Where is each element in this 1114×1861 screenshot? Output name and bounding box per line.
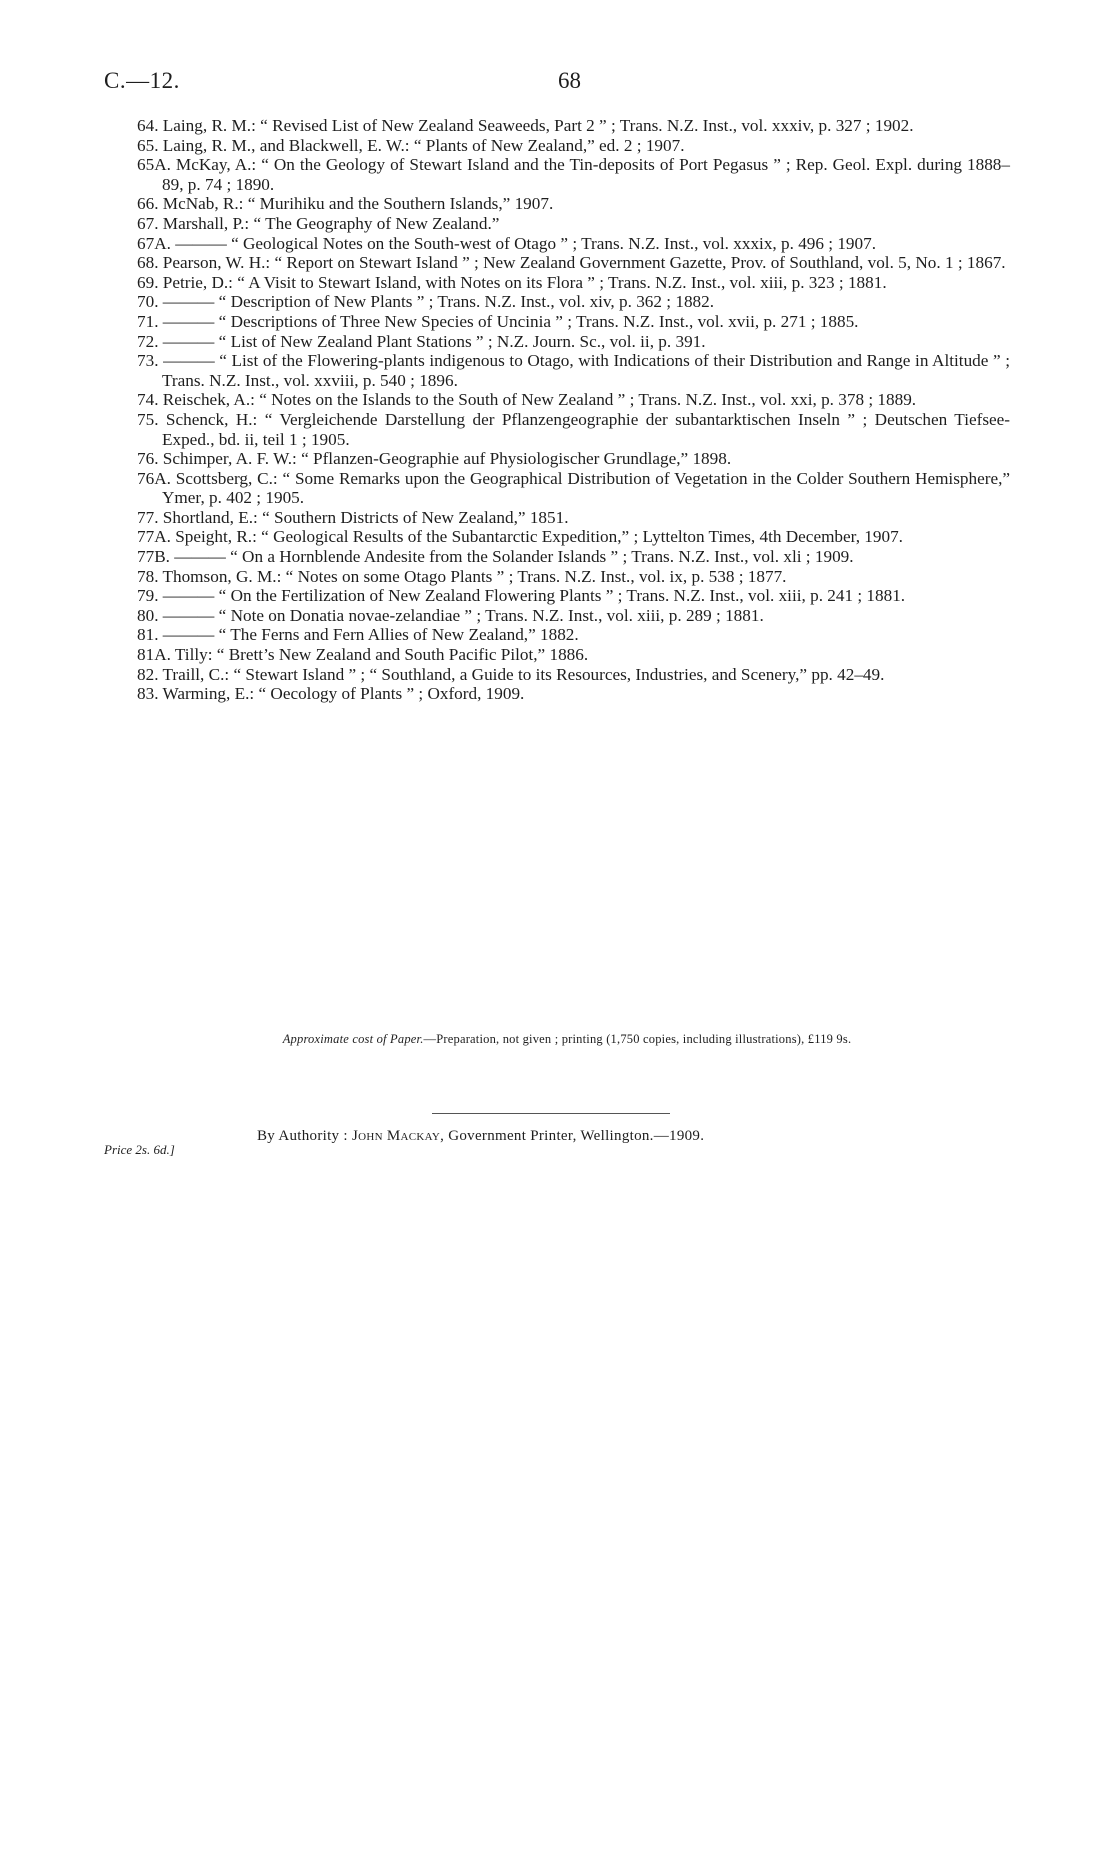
reference-number: 66. bbox=[137, 194, 159, 214]
reference-entry bbox=[137, 469, 1010, 508]
reference-text: ——— “ Note on Donatia novae-zelandiae ” ; Trans. N.Z. Inst., vol. xiii, p. 289 ; 1881. bbox=[162, 605, 764, 625]
reference-text: Traill, C.: “ Stewart Island ” ; “ Southland, a Guide to its Resources, Industries, and Scenery,” pp. 42–49. bbox=[162, 664, 885, 684]
reference-number: 67A. bbox=[137, 233, 171, 253]
reference-entry bbox=[137, 194, 1010, 214]
reference-entry bbox=[137, 527, 1010, 547]
reference-entry bbox=[137, 292, 1010, 312]
reference-text: Tilly: “ Brett’s New Zealand and South Pacific Pilot,” 1886. bbox=[174, 645, 589, 665]
reference-text: ——— “ List of New Zealand Plant Stations ” ; N.Z. Journ. Sc., vol. ii, p. 391. bbox=[162, 331, 706, 351]
reference-entry bbox=[137, 410, 1010, 449]
reference-number: 81A. bbox=[137, 645, 171, 665]
reference-text: ——— “ The Ferns and Fern Allies of New Zealand,” 1882. bbox=[162, 625, 579, 645]
reference-number: 77. bbox=[137, 507, 159, 527]
reference-entry bbox=[137, 253, 1010, 273]
reference-text: ——— “ On a Hornblende Andesite from the Solander Islands ” ; Trans. N.Z. Inst., vol. xli ; 1909. bbox=[174, 547, 854, 567]
reference-entry bbox=[137, 351, 1010, 390]
reference-number: 82. bbox=[137, 664, 159, 684]
reference-text: Scottsberg, C.: “ Some Remarks upon the Geographical Distribution of Vegetation in the Colder Southern Hemisphere,” Ymer, p. 402 ; 1905. bbox=[162, 468, 1010, 508]
printer-name: John Mackay, bbox=[351, 1128, 445, 1144]
reference-text: ——— “ List of the Flowering-plants indigenous to Otago, with Indications of their Distribution and Range in Altitude ” ; Trans. N.Z. Inst., vol. xxviii, p. 540 ; 1896. bbox=[162, 351, 1010, 390]
reference-entry bbox=[137, 116, 1010, 136]
reference-text: Laing, R. M., and Blackwell, E. W.: “ Plants of New Zealand,” ed. 2 ; 1907. bbox=[162, 135, 685, 155]
reference-text: ——— “ On the Fertilization of New Zealand Flowering Plants ” ; Trans. N.Z. Inst., vol. xiii, p. 241 ; 1881. bbox=[162, 586, 906, 606]
reference-entry bbox=[137, 234, 1010, 254]
reference-number: 65A. bbox=[137, 155, 171, 175]
reference-text: Warming, E.: “ Oecology of Plants ” ; Oxford, 1909. bbox=[162, 684, 525, 704]
reference-entry bbox=[137, 586, 1010, 606]
reference-entry bbox=[137, 136, 1010, 156]
cost-note bbox=[177, 1032, 957, 1047]
page-header bbox=[104, 68, 1009, 96]
reference-entry bbox=[137, 508, 1010, 528]
reference-number: 77A. bbox=[137, 527, 171, 547]
document-code: C.—12. bbox=[104, 68, 180, 93]
reference-text: Schimper, A. F. W.: “ Pflanzen-Geographie auf Physiologischer Grundlage,” 1898. bbox=[162, 449, 732, 469]
reference-entry bbox=[137, 645, 1010, 665]
reference-entry bbox=[137, 567, 1010, 587]
reference-number: 81. bbox=[137, 625, 159, 645]
reference-entry bbox=[137, 155, 1010, 194]
reference-number: 79. bbox=[137, 586, 159, 606]
reference-number: 69. bbox=[137, 272, 159, 292]
reference-text: Speight, R.: “ Geological Results of the Subantarctic Expedition,” ; Lyttelton Times, 4th December, 1907. bbox=[175, 527, 903, 547]
reference-number: 76A. bbox=[137, 468, 171, 488]
reference-entry bbox=[137, 332, 1010, 352]
authority-prefix: By Authority : bbox=[257, 1128, 348, 1144]
reference-number: 74. bbox=[137, 390, 159, 410]
reference-number: 65. bbox=[137, 135, 159, 155]
reference-text: Laing, R. M.: “ Revised List of New Zealand Seaweeds, Part 2 ” ; Trans. N.Z. Inst., vol. xxxiv, p. 327 ; 1902. bbox=[162, 116, 914, 135]
reference-number: 76. bbox=[137, 449, 159, 469]
reference-entry bbox=[137, 449, 1010, 469]
cost-text: —Preparation, not given ; printing (1,750 copies, including illustrations), £119 9s. bbox=[423, 1032, 852, 1046]
reference-text: ——— “ Description of New Plants ” ; Trans. N.Z. Inst., vol. xiv, p. 362 ; 1882. bbox=[162, 292, 715, 312]
reference-text: McNab, R.: “ Murihiku and the Southern Islands,” 1907. bbox=[162, 194, 554, 214]
reference-text: Marshall, P.: “ The Geography of New Zealand.” bbox=[162, 213, 500, 233]
reference-number: 75. bbox=[137, 409, 159, 429]
reference-text: ——— “ Geological Notes on the South-west of Otago ” ; Trans. N.Z. Inst., vol. xxxix, p. 496 ; 1907. bbox=[175, 233, 877, 253]
reference-entry bbox=[137, 625, 1010, 645]
price: Price 2s. 6d.] bbox=[104, 1142, 175, 1157]
cost-label: Approximate cost of Paper. bbox=[282, 1032, 424, 1046]
reference-text: Pearson, W. H.: “ Report on Stewart Island ” ; New Zealand Government Gazette, Prov. of Southland, vol. 5, No. 1 ; 1867. bbox=[162, 253, 1006, 273]
divider-rule bbox=[432, 1113, 670, 1114]
reference-number: 64. bbox=[137, 116, 159, 135]
reference-entry bbox=[137, 665, 1010, 685]
reference-entry bbox=[137, 547, 1010, 567]
reference-number: 73. bbox=[137, 351, 159, 371]
reference-text: Petrie, D.: “ A Visit to Stewart Island, with Notes on its Flora ” ; Trans. N.Z. Inst., vol. xiii, p. 323 ; 1881. bbox=[162, 272, 887, 292]
reference-text: Reischek, A.: “ Notes on the Islands to the South of New Zealand ” ; Trans. N.Z. Inst., vol. xxi, p. 378 ; 1889. bbox=[162, 390, 917, 410]
reference-number: 67. bbox=[137, 213, 159, 233]
printer-suffix: Government Printer, Wellington.—1909. bbox=[448, 1128, 705, 1144]
reference-entry bbox=[137, 273, 1010, 293]
printer-authority bbox=[257, 1128, 957, 1145]
reference-entry bbox=[137, 606, 1010, 626]
reference-text: Thomson, G. M.: “ Notes on some Otago Plants ” ; Trans. N.Z. Inst., vol. ix, p. 538 ; 1877. bbox=[162, 566, 787, 586]
reference-number: 83. bbox=[137, 684, 159, 704]
reference-text: McKay, A.: “ On the Geology of Stewart Island and the Tin-deposits of Port Pegasus ” ; Rep. Geol. Expl. during 1888–89, p. 74 ; 1890. bbox=[162, 155, 1010, 194]
reference-number: 77B. bbox=[137, 547, 170, 567]
reference-number: 72. bbox=[137, 331, 159, 351]
reference-list bbox=[137, 116, 1010, 704]
reference-entry bbox=[137, 684, 1010, 704]
reference-number: 80. bbox=[137, 605, 159, 625]
reference-text: ——— “ Descriptions of Three New Species of Uncinia ” ; Trans. N.Z. Inst., vol. xvii, p. 271 ; 1885. bbox=[162, 311, 859, 331]
reference-number: 70. bbox=[137, 292, 159, 312]
reference-text: Schenck, H.: “ Vergleichende Darstellung der Pflanzengeographie der subantarktischen Inseln ” ; Deutschen Tiefsee-Exped., bd. ii, teil 1 ; 1905. bbox=[162, 409, 1011, 449]
reference-text: Shortland, E.: “ Southern Districts of New Zealand,” 1851. bbox=[162, 507, 569, 527]
reference-entry bbox=[137, 312, 1010, 332]
reference-number: 78. bbox=[137, 566, 159, 586]
page-number: 68 bbox=[558, 68, 581, 93]
reference-entry bbox=[137, 390, 1010, 410]
reference-number: 68. bbox=[137, 253, 159, 273]
reference-number: 71. bbox=[137, 311, 159, 331]
reference-entry bbox=[137, 214, 1010, 234]
